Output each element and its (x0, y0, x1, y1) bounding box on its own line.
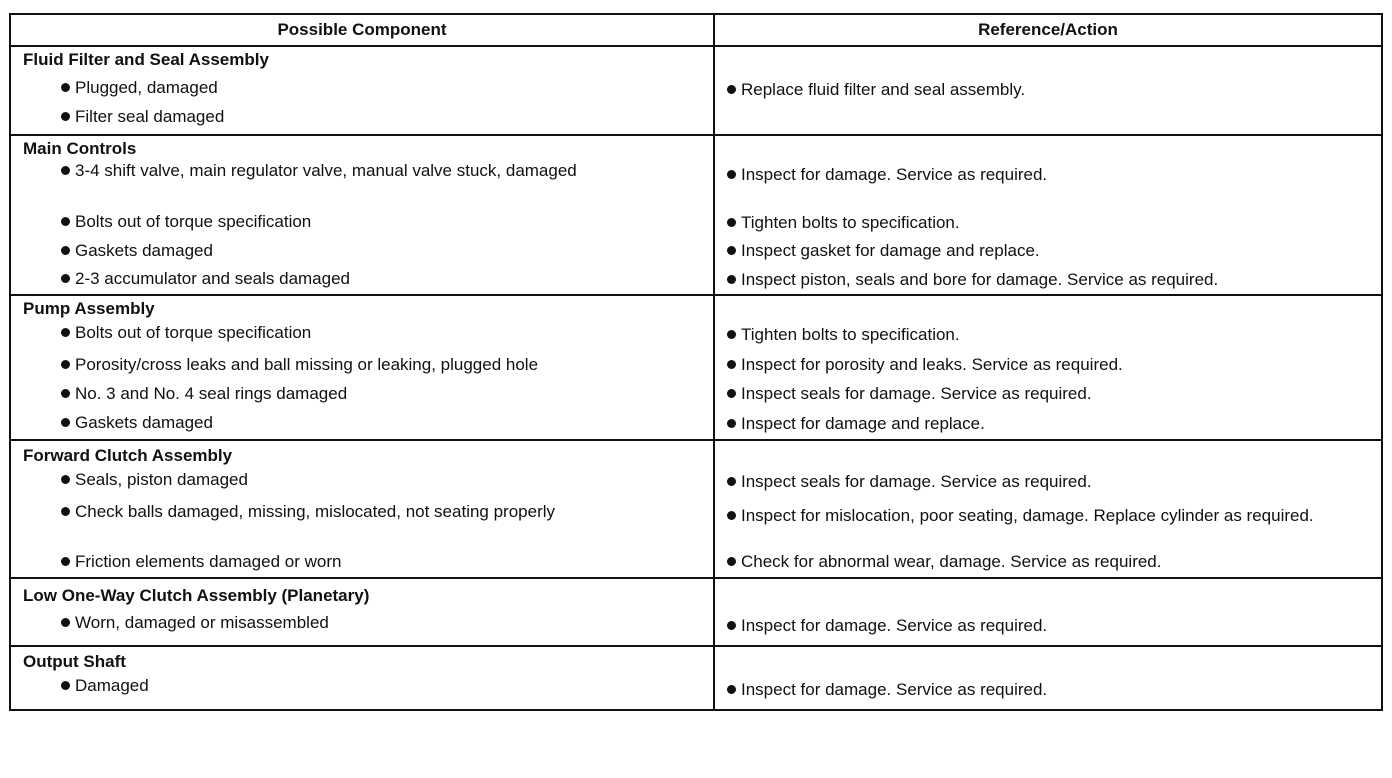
bullet-icon (61, 83, 70, 92)
section-title: Low One-Way Clutch Assembly (Planetary) (23, 586, 370, 605)
bullet-icon (727, 621, 736, 630)
section-title: Output Shaft (23, 652, 126, 671)
section-heading-row (10, 440, 1382, 469)
component-item: Bolts out of torque specification (11, 320, 713, 350)
bullet-icon (727, 419, 736, 428)
component-item: Porosity/cross leaks and ball missing or leaking, plugged hole (11, 350, 713, 380)
component-item: No. 3 and No. 4 seal rings damaged (11, 380, 713, 409)
table-row (10, 673, 1382, 710)
diagnosis-table-container (9, 13, 1381, 711)
section-title: Forward Clutch Assembly (23, 446, 233, 465)
bullet-icon (61, 274, 70, 283)
table-row (10, 495, 1382, 549)
action-item: Inspect for damage. Service as required. (715, 673, 1381, 709)
action-item: Check for abnormal wear, damage. Service as required. (715, 549, 1381, 577)
bullet-icon (727, 85, 736, 94)
action-item: Inspect gasket for damage and replace. (715, 236, 1381, 266)
action-item: Inspect for porosity and leaks. Service as required. (715, 350, 1381, 380)
table-row (10, 266, 1382, 295)
header-possible-component: Possible Component (10, 14, 714, 46)
bullet-icon (727, 360, 736, 369)
table-row (10, 320, 1382, 350)
bullet-icon (727, 330, 736, 339)
bullet-icon (61, 246, 70, 255)
bullet-icon (727, 389, 736, 398)
action-item: Replace fluid filter and seal assembly. (715, 73, 1381, 103)
bullet-icon (727, 685, 736, 694)
header-reference-action: Reference/Action (714, 14, 1382, 46)
bullet-icon (61, 507, 70, 516)
component-item: Damaged (11, 673, 713, 709)
bullet-icon (61, 217, 70, 226)
component-item: 2-3 accumulator and seals damaged (11, 266, 713, 294)
bullet-icon (727, 557, 736, 566)
action-item: Inspect for damage and replace. (715, 409, 1381, 439)
bullet-icon (61, 166, 70, 175)
table-row (10, 160, 1382, 206)
bullet-icon (61, 618, 70, 627)
component-item: Plugged, damaged (11, 73, 713, 103)
table-row (10, 549, 1382, 578)
action-item: Inspect piston, seals and bore for damage. Service as required. (715, 266, 1381, 294)
action-item: Tighten bolts to specification. (715, 206, 1381, 236)
section-title: Fluid Filter and Seal Assembly (23, 50, 269, 69)
bullet-icon (727, 246, 736, 255)
bullet-icon (727, 477, 736, 486)
section-title: Main Controls (23, 139, 137, 158)
action-item: Inspect for damage. Service as required. (715, 611, 1381, 645)
section-title: Pump Assembly (23, 299, 155, 318)
table-row (10, 206, 1382, 236)
bullet-icon (61, 475, 70, 484)
component-item: Seals, piston damaged (11, 469, 713, 495)
component-item: Gaskets damaged (11, 236, 713, 266)
bullet-icon (61, 112, 70, 121)
bullet-icon (727, 218, 736, 227)
bullet-icon (61, 389, 70, 398)
section-heading-row (10, 295, 1382, 320)
component-item: Friction elements damaged or worn (11, 549, 713, 577)
bullet-icon (61, 557, 70, 566)
diagnosis-table (9, 13, 1383, 711)
table-row (10, 469, 1382, 495)
action-item-empty (715, 103, 1381, 134)
bullet-icon (61, 328, 70, 337)
table-row (10, 409, 1382, 440)
component-item: Check balls damaged, missing, mislocated, not seating properly (11, 495, 713, 549)
action-item: Inspect for mislocation, poor seating, damage. Replace cylinder as required. (715, 495, 1381, 549)
bullet-icon (61, 360, 70, 369)
table-row (10, 236, 1382, 266)
table-header-row (10, 14, 1382, 46)
table-row (10, 611, 1382, 646)
action-item: Tighten bolts to specification. (715, 320, 1381, 350)
component-item: Filter seal damaged (11, 103, 713, 134)
section-heading-row (10, 135, 1382, 160)
bullet-icon (727, 275, 736, 284)
component-item: 3-4 shift valve, main regulator valve, manual valve stuck, damaged (11, 160, 651, 206)
bullet-icon (61, 681, 70, 690)
component-item: Bolts out of torque specification (11, 206, 713, 236)
table-row (10, 103, 1382, 135)
bullet-icon (727, 511, 736, 520)
table-row (10, 380, 1382, 409)
component-item: Worn, damaged or misassembled (11, 611, 713, 645)
bullet-icon (727, 170, 736, 179)
component-item: Gaskets damaged (11, 409, 713, 439)
bullet-icon (61, 418, 70, 427)
section-heading-row (10, 578, 1382, 611)
table-row (10, 73, 1382, 103)
action-item: Inspect for damage. Service as required. (715, 160, 1381, 206)
section-heading-row (10, 646, 1382, 673)
section-heading-row (10, 46, 1382, 73)
action-item: Inspect seals for damage. Service as required. (715, 380, 1381, 409)
action-item: Inspect seals for damage. Service as required. (715, 469, 1381, 495)
table-row (10, 350, 1382, 380)
